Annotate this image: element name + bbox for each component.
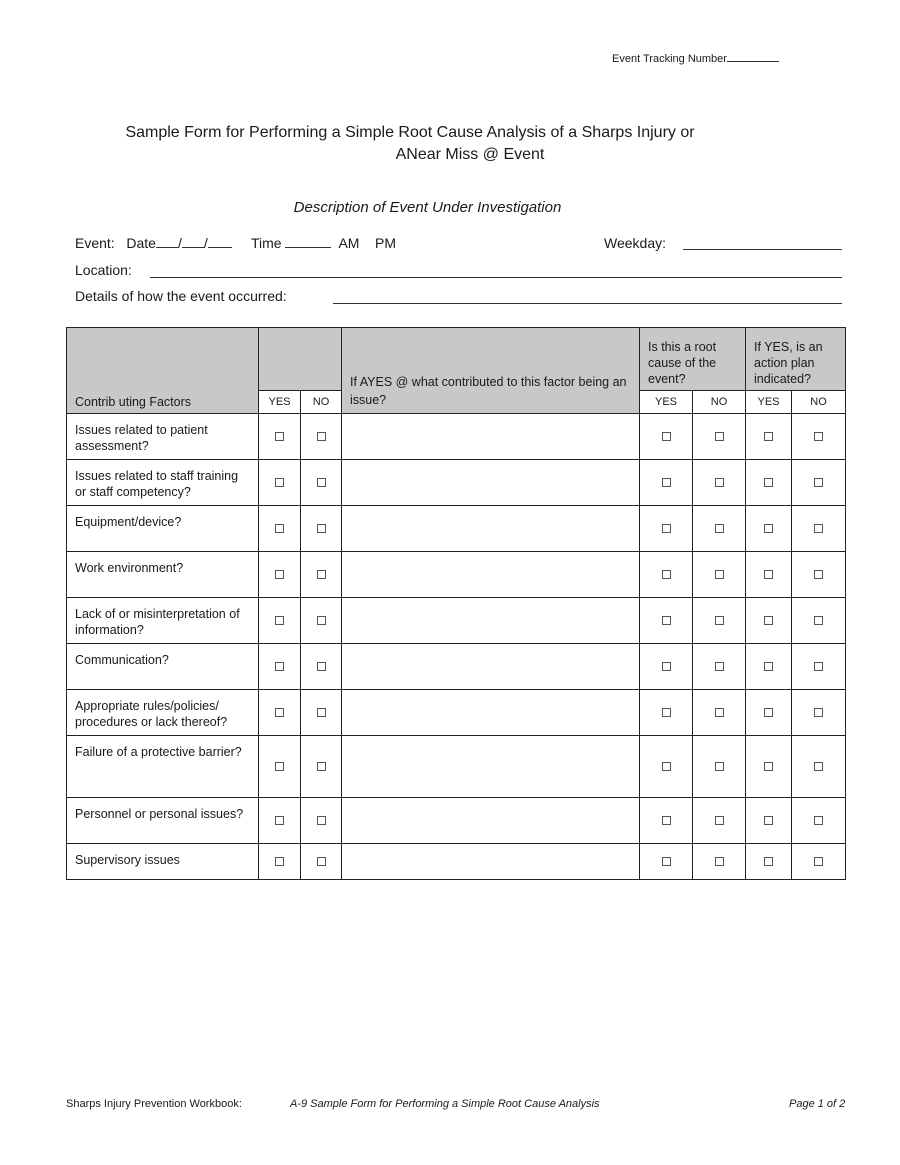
- form-title-line1: Sample Form for Performing a Simple Root Cause Analysis of a Sharps Injury or: [125, 124, 695, 141]
- factor-no-checkbox[interactable]: [317, 524, 326, 533]
- time-label: Time: [250, 235, 282, 251]
- factor-no-checkbox[interactable]: [317, 708, 326, 717]
- factor-no-col-header: NO: [301, 391, 342, 414]
- table-row: [67, 736, 846, 798]
- date-month-blank[interactable]: [156, 247, 178, 248]
- date-day-blank[interactable]: [182, 247, 204, 248]
- root-cause-no-col-header: NO: [693, 391, 746, 414]
- action-plan-yes-checkbox[interactable]: [764, 662, 773, 671]
- weekday-blank[interactable]: [683, 249, 842, 250]
- action-plan-yes-checkbox[interactable]: [764, 478, 773, 487]
- factor-label: Supervisory issues: [67, 844, 259, 880]
- root-cause-yes-checkbox[interactable]: [662, 816, 671, 825]
- action-plan-no-col-header: NO: [792, 391, 846, 414]
- action-plan-no-checkbox[interactable]: [814, 432, 823, 441]
- factors-header: Contrib uting Factors: [67, 328, 259, 414]
- details-blank[interactable]: [333, 303, 842, 304]
- action-plan-no-checkbox[interactable]: [814, 857, 823, 866]
- root-cause-no-checkbox[interactable]: [715, 816, 724, 825]
- tracking-label: Event Tracking Number: [612, 53, 727, 65]
- footer-form-title: A-9 Sample Form for Performing a Simple Root Cause Analysis: [290, 1098, 600, 1110]
- factor-yes-checkbox[interactable]: [275, 708, 284, 717]
- factor-yes-checkbox[interactable]: [275, 816, 284, 825]
- pm-option[interactable]: PM: [375, 235, 396, 251]
- root-cause-header: Is this a root cause of the event?: [640, 328, 746, 391]
- action-plan-no-checkbox[interactable]: [814, 816, 823, 825]
- contribution-text-cell[interactable]: [342, 414, 640, 460]
- footer-workbook: Sharps Injury Prevention Workbook:: [66, 1098, 242, 1110]
- action-plan-yes-checkbox[interactable]: [764, 524, 773, 533]
- date-year-blank[interactable]: [208, 247, 232, 248]
- contribution-text-cell[interactable]: [342, 506, 640, 552]
- action-plan-no-checkbox[interactable]: [814, 524, 823, 533]
- location-blank[interactable]: [150, 277, 842, 278]
- factor-no-checkbox[interactable]: [317, 616, 326, 625]
- root-cause-yes-checkbox[interactable]: [662, 616, 671, 625]
- factor-label: Equipment/device?: [67, 506, 259, 552]
- factor-no-checkbox[interactable]: [317, 816, 326, 825]
- form-title-line2: ANear Miss @ Event: [395, 146, 545, 163]
- root-cause-no-checkbox[interactable]: [715, 662, 724, 671]
- action-plan-no-checkbox[interactable]: [814, 570, 823, 579]
- contribution-text-cell[interactable]: [342, 598, 640, 644]
- table-row: [67, 798, 846, 844]
- action-plan-yes-checkbox[interactable]: [764, 616, 773, 625]
- contribution-text-cell[interactable]: [342, 644, 640, 690]
- action-plan-yes-col-header: YES: [746, 391, 792, 414]
- contribution-text-cell[interactable]: [342, 798, 640, 844]
- action-plan-yes-checkbox[interactable]: [764, 570, 773, 579]
- table-row: [67, 644, 846, 690]
- tracking-number-blank[interactable]: [727, 61, 779, 62]
- table-row: [67, 460, 846, 506]
- factor-yes-col-header: YES: [259, 391, 301, 414]
- root-cause-no-checkbox[interactable]: [715, 524, 724, 533]
- contribution-text-cell[interactable]: [342, 460, 640, 506]
- contribution-header: If AYES @ what contributed to this factor being an issue?: [342, 328, 640, 414]
- root-cause-no-checkbox[interactable]: [715, 708, 724, 717]
- action-plan-header: If YES, is an action plan indicated?: [746, 328, 846, 391]
- factor-yes-checkbox[interactable]: [275, 616, 284, 625]
- table-row: [67, 414, 846, 460]
- factor-no-checkbox[interactable]: [317, 857, 326, 866]
- action-plan-no-checkbox[interactable]: [814, 616, 823, 625]
- factor-label: Issues related to staff training or staff competency?: [67, 460, 259, 506]
- root-cause-no-checkbox[interactable]: [715, 762, 724, 771]
- table-row: [67, 690, 846, 736]
- factor-label: Communication?: [67, 644, 259, 690]
- action-plan-no-checkbox[interactable]: [814, 662, 823, 671]
- root-cause-no-checkbox[interactable]: [715, 616, 724, 625]
- factor-label: Work environment?: [67, 552, 259, 598]
- table-row: [67, 552, 846, 598]
- weekday-label: Weekday:: [604, 235, 666, 251]
- contribution-text-cell[interactable]: [342, 690, 640, 736]
- action-plan-yes-checkbox[interactable]: [764, 708, 773, 717]
- factor-yes-checkbox[interactable]: [275, 857, 284, 866]
- root-cause-yes-checkbox[interactable]: [662, 478, 671, 487]
- factor-label: Lack of or misinterpretation of information?: [67, 598, 259, 644]
- table-row: [67, 844, 846, 880]
- action-plan-no-checkbox[interactable]: [814, 708, 823, 717]
- action-plan-yes-checkbox[interactable]: [764, 432, 773, 441]
- action-plan-yes-checkbox[interactable]: [764, 816, 773, 825]
- contributing-factors-table: [66, 327, 846, 880]
- factor-yes-checkbox[interactable]: [275, 570, 284, 579]
- table-row: [67, 598, 846, 644]
- factor-label: Personnel or personal issues?: [67, 798, 259, 844]
- am-option[interactable]: AM: [338, 235, 360, 251]
- root-cause-yes-checkbox[interactable]: [662, 570, 671, 579]
- root-cause-yes-col-header: YES: [640, 391, 693, 414]
- root-cause-yes-checkbox[interactable]: [662, 432, 671, 441]
- factor-yes-checkbox[interactable]: [275, 762, 284, 771]
- time-blank[interactable]: [285, 247, 331, 248]
- event-label: Event:: [75, 235, 115, 251]
- date-label: Date: [126, 235, 156, 251]
- root-cause-yes-checkbox[interactable]: [662, 662, 671, 671]
- root-cause-no-checkbox[interactable]: [715, 857, 724, 866]
- details-label: Details of how the event occurred:: [75, 288, 287, 304]
- root-cause-yes-checkbox[interactable]: [662, 708, 671, 717]
- factor-label: Failure of a protective barrier?: [67, 736, 259, 798]
- table-row: [67, 506, 846, 552]
- action-plan-yes-checkbox[interactable]: [764, 762, 773, 771]
- factor-label: Issues related to patient assessment?: [67, 414, 259, 460]
- footer-page-number: Page 1 of 2: [789, 1098, 846, 1110]
- factor-yes-checkbox[interactable]: [275, 432, 284, 441]
- root-cause-no-checkbox[interactable]: [715, 478, 724, 487]
- action-plan-no-checkbox[interactable]: [814, 762, 823, 771]
- root-cause-no-checkbox[interactable]: [715, 432, 724, 441]
- factor-yes-checkbox[interactable]: [275, 478, 284, 487]
- root-cause-yes-checkbox[interactable]: [662, 762, 671, 771]
- event-date-time-row: Event: Date / / Time AM PM: [75, 235, 396, 251]
- action-plan-no-checkbox[interactable]: [814, 478, 823, 487]
- contribution-text-cell[interactable]: [342, 844, 640, 880]
- section-subtitle: Description of Event Under Investigation: [293, 199, 562, 216]
- factor-label: Appropriate rules/policies/ procedures or lack thereof?: [67, 690, 259, 736]
- root-cause-yes-checkbox[interactable]: [662, 524, 671, 533]
- factor-no-checkbox[interactable]: [317, 662, 326, 671]
- factor-no-checkbox[interactable]: [317, 478, 326, 487]
- factor-no-checkbox[interactable]: [317, 432, 326, 441]
- event-tracking-number: [612, 53, 779, 65]
- factor-no-checkbox[interactable]: [317, 762, 326, 771]
- factor-no-checkbox[interactable]: [317, 570, 326, 579]
- factor-yes-checkbox[interactable]: [275, 524, 284, 533]
- contribution-text-cell[interactable]: [342, 552, 640, 598]
- root-cause-no-checkbox[interactable]: [715, 570, 724, 579]
- root-cause-yes-checkbox[interactable]: [662, 857, 671, 866]
- factor-yes-checkbox[interactable]: [275, 662, 284, 671]
- location-label: Location:: [75, 262, 132, 278]
- yes-no-header-blank: [259, 328, 342, 391]
- action-plan-yes-checkbox[interactable]: [764, 857, 773, 866]
- contribution-text-cell[interactable]: [342, 736, 640, 798]
